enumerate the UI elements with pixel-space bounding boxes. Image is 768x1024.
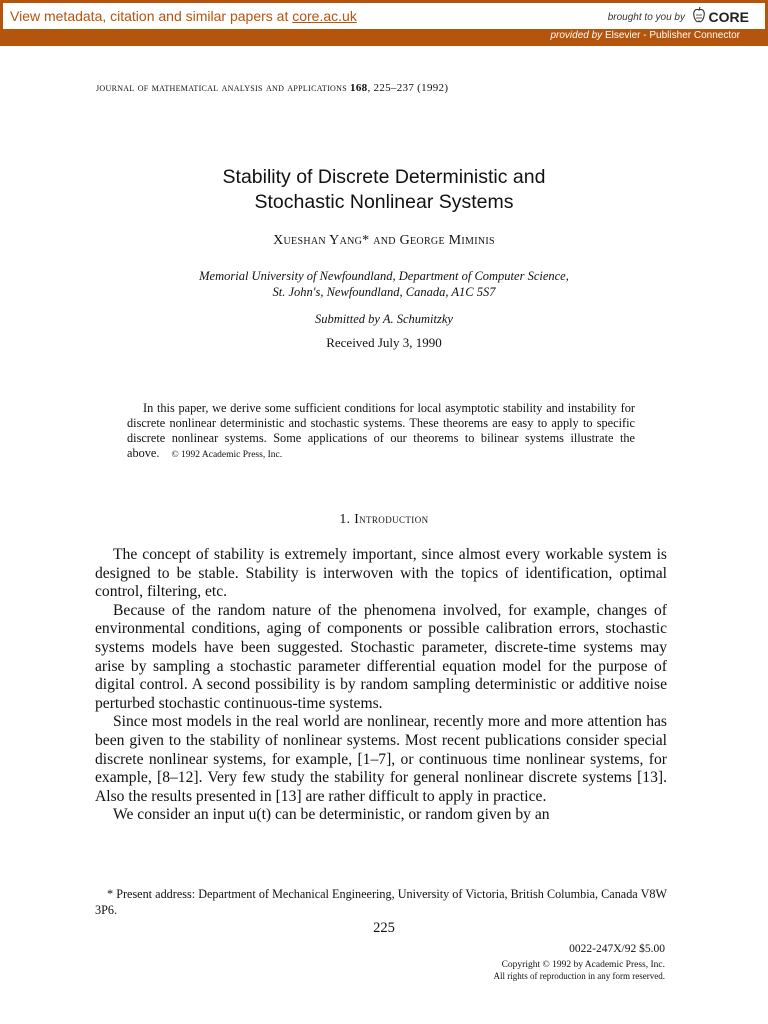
core-logo-text[interactable]: CORE: [708, 9, 749, 25]
journal-pages-year: , 225–237 (1992): [367, 82, 449, 94]
journal-volume: 168: [350, 82, 368, 94]
paragraph: Since most models in the real world are nonlinear, recently more and more attention has been given to the stability of nonlinear systems. Most recent publications consider special discrete nonlinear systems, for example, [1–7], or continuous time nonlinear systems, for example, [8–12]. Very few study the stability for general nonlinear discrete systems [13]. Also the results presented in [13] are rather difficult to apply in practice.: [95, 713, 667, 805]
paragraph: We consider an input u(t) can be deterministic, or random given by an: [113, 806, 550, 824]
abstract-text: In this paper, we derive some sufficient conditions for local asymptotic stability and instability for discrete nonlinear deterministic and stochastic systems. These theorems are easy to apply to specific discrete nonlinear systems. Some applications of our theorems to bilinear systems illustrate the above.: [127, 401, 635, 460]
section-number: 1.: [339, 511, 351, 526]
affiliation-line2: St. John's, Newfoundland, Canada, A1C 5S7: [272, 285, 496, 299]
paper-title-line2: Stochastic Nonlinear Systems: [254, 191, 514, 213]
section-heading: [0, 511, 768, 527]
rights-line: All rights of reproduction in any form reserved.: [493, 971, 665, 981]
paper-title: [0, 165, 768, 215]
received-date: Received July 3, 1990: [326, 335, 442, 350]
page-number: 225: [373, 920, 395, 936]
core-logo[interactable]: [692, 7, 749, 27]
journal-header: [96, 82, 448, 94]
affiliation-line1: Memorial University of Newfoundland, Department of Computer Science,: [199, 269, 569, 283]
provided-by-label: provided by: [550, 30, 603, 41]
affiliation: [0, 268, 768, 300]
paragraph: Because of the random nature of the phenomena involved, for example, changes of environmental conditions, aging of components or possible calibration errors, stochastic systems models have been suggested. Stochastic parameter, discrete-time systems may arise by sampling a stochastic parameter differential equation model for the purpose of digital control. A second possibility is by random sampling deterministic or additive noise perturbed stochastic continuous-time systems.: [95, 601, 667, 712]
footnote: [95, 886, 667, 918]
core-banner-top: [3, 3, 765, 29]
provided-by: [550, 30, 740, 41]
metadata-link-prefix[interactable]: View metadata, citation and similar papers at: [10, 8, 293, 24]
submitted-by: Submitted by A. Schumitzky: [315, 312, 453, 326]
footnote-text: * Present address: Department of Mechanical Engineering, University of Victoria, British Columbia, Canada V8W 3P6.: [95, 887, 667, 917]
core-apple-icon: [692, 6, 706, 29]
provided-by-value: Elsevier - Publisher Connector: [604, 30, 740, 41]
paper-authors: Xueshan Yang* and George Miminis: [273, 233, 495, 248]
metadata-link[interactable]: [10, 8, 357, 24]
section-title: Introduction: [354, 511, 429, 526]
abstract-copyright: © 1992 Academic Press, Inc.: [171, 450, 283, 460]
core-banner: [0, 0, 768, 46]
copyright-line: Copyright © 1992 by Academic Press, Inc.: [501, 960, 665, 970]
paper-title-line1: Stability of Discrete Deterministic and: [222, 166, 546, 188]
metadata-link-domain[interactable]: core.ac.uk: [292, 8, 357, 24]
brought-by-label: brought to you by: [607, 12, 685, 23]
abstract: [127, 401, 635, 463]
body-text: [95, 546, 667, 825]
journal-name: journal of mathematical analysis and applications: [96, 82, 347, 94]
paragraph: The concept of stability is extremely important, since almost every workable system is designed to be stable. Stability is interwoven with the topics of identification, optimal control, filtering, etc.: [95, 546, 667, 601]
issn-price: 0022-247X/92 $5.00: [569, 943, 665, 955]
